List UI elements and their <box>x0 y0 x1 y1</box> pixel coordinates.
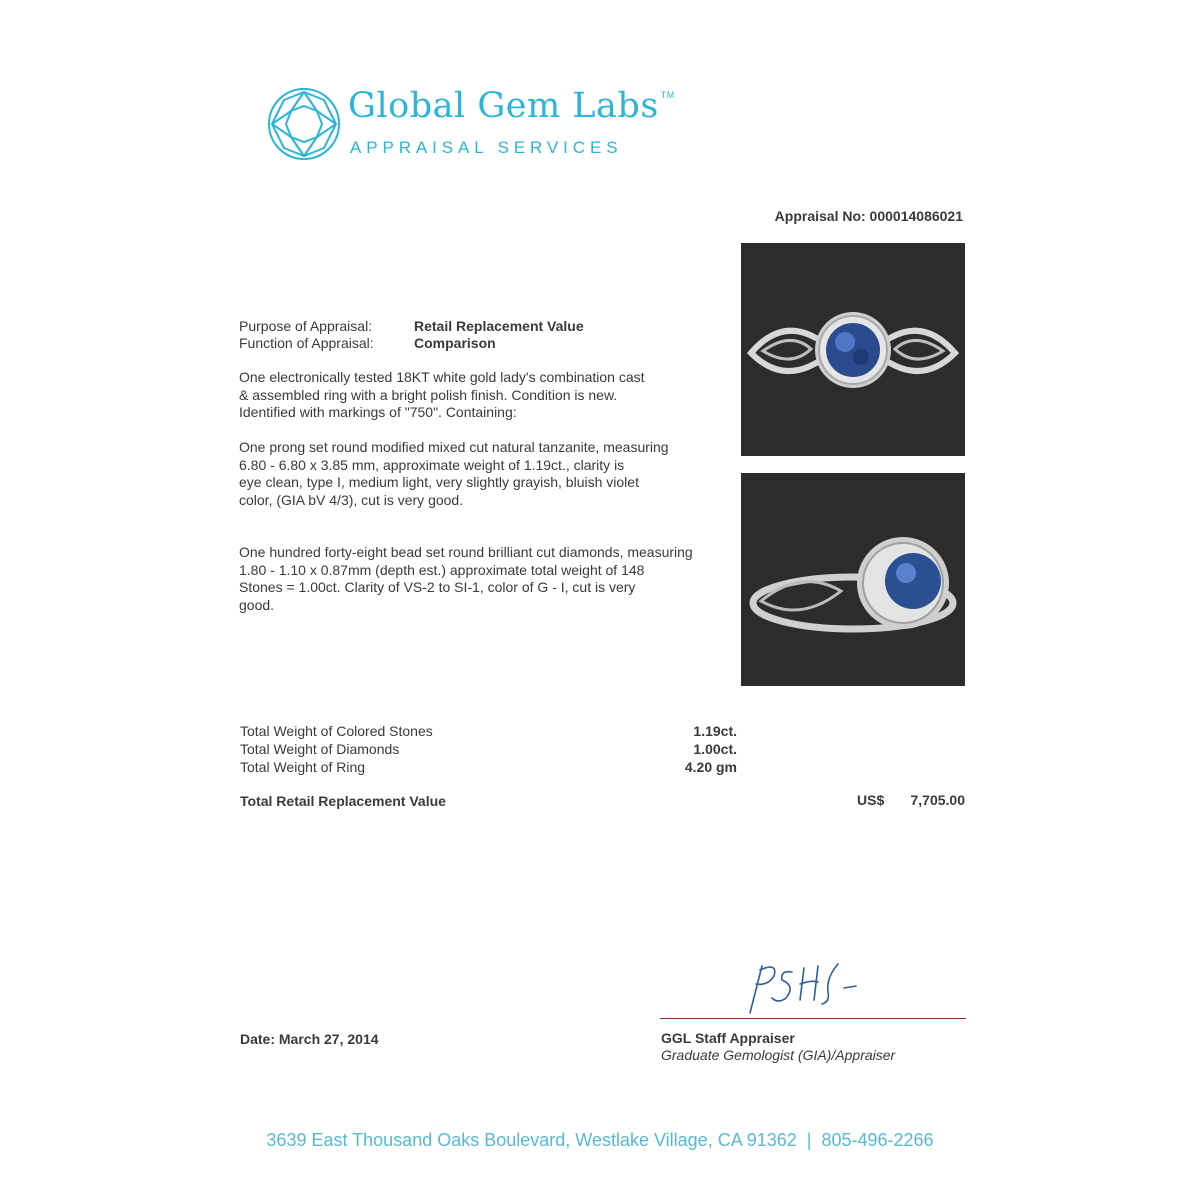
description-line: One hundred forty-eight bead set round brilliant cut diamonds, measuring <box>239 544 693 560</box>
description-line: Identified with markings of "750". Containing: <box>239 404 517 420</box>
description-line: color, (GIA bV 4/3), cut is very good. <box>239 491 464 508</box>
trademark-mark: TM <box>660 90 675 100</box>
description-line: One prong set round modified mixed cut natural tanzanite, measuring <box>239 439 669 455</box>
ring-top-view-photo <box>741 243 965 456</box>
footer-contact <box>0 1130 1200 1151</box>
currency-label: US$ <box>857 792 885 808</box>
total-ring-weight-label: Total Weight of Ring <box>240 759 366 775</box>
function-label: Function of Appraisal: <box>239 335 374 351</box>
total-colored-stones-label: Total Weight of Colored Stones <box>240 723 433 739</box>
brand-subtitle: APPRAISAL SERVICES <box>350 138 623 157</box>
description-line: 6.80 - 6.80 x 3.85 mm, approximate weight of 1.19ct., clarity is <box>239 456 625 473</box>
gem-diamond-icon <box>266 86 342 162</box>
total-retail-label: Total Retail Replacement Value <box>240 793 446 809</box>
diamonds-description <box>239 544 739 614</box>
ring-description <box>239 369 739 422</box>
footer-separator: | <box>806 1130 812 1150</box>
description-line: One electronically tested 18KT white gold lady's combination cast <box>239 369 645 385</box>
purpose-label: Purpose of Appraisal: <box>239 318 373 334</box>
description-line: & assembled ring with a bright polish finish. Condition is new. <box>239 386 618 403</box>
total-retail-value: 7,705.00 <box>910 792 965 808</box>
appraiser-title: Graduate Gemologist (GIA)/Appraiser <box>661 1047 896 1063</box>
description-line: Stones = 1.00ct. Clarity of VS-2 to SI-1, color of G - I, cut is very <box>239 579 636 595</box>
signature-line <box>660 1018 966 1019</box>
footer-address: 3639 East Thousand Oaks Boulevard, Westlake Village, CA 91362 <box>266 1130 797 1150</box>
total-diamonds-label: Total Weight of Diamonds <box>240 741 400 757</box>
description-line: eye clean, type I, medium light, very slightly grayish, bluish violet <box>239 474 639 490</box>
total-diamonds-value: 1.00ct. <box>693 741 737 757</box>
appraiser-signature <box>730 958 880 1018</box>
ring-top-view-illustration <box>741 243 965 456</box>
ring-side-view-photo <box>741 473 965 686</box>
description-line: good. <box>239 596 275 613</box>
tanzanite-description <box>239 439 739 509</box>
appraisal-number: Appraisal No: 000014086021 <box>774 208 963 224</box>
purpose-value: Retail Replacement Value <box>414 318 584 334</box>
brand-name-text: Global Gem Labs <box>348 86 659 126</box>
description-line: 1.80 - 1.10 x 0.87mm (depth est.) approximate total weight of 148 <box>239 561 645 578</box>
appraisal-date: Date: March 27, 2014 <box>240 1031 379 1047</box>
appraiser-name: GGL Staff Appraiser <box>661 1030 795 1046</box>
function-value: Comparison <box>414 335 496 351</box>
ring-side-view-illustration <box>741 473 965 686</box>
total-ring-weight-value: 4.20 gm <box>684 759 737 775</box>
brand-name <box>348 86 675 126</box>
total-colored-stones-value: 1.19ct. <box>693 723 737 739</box>
footer-phone: 805-496-2266 <box>821 1130 934 1150</box>
